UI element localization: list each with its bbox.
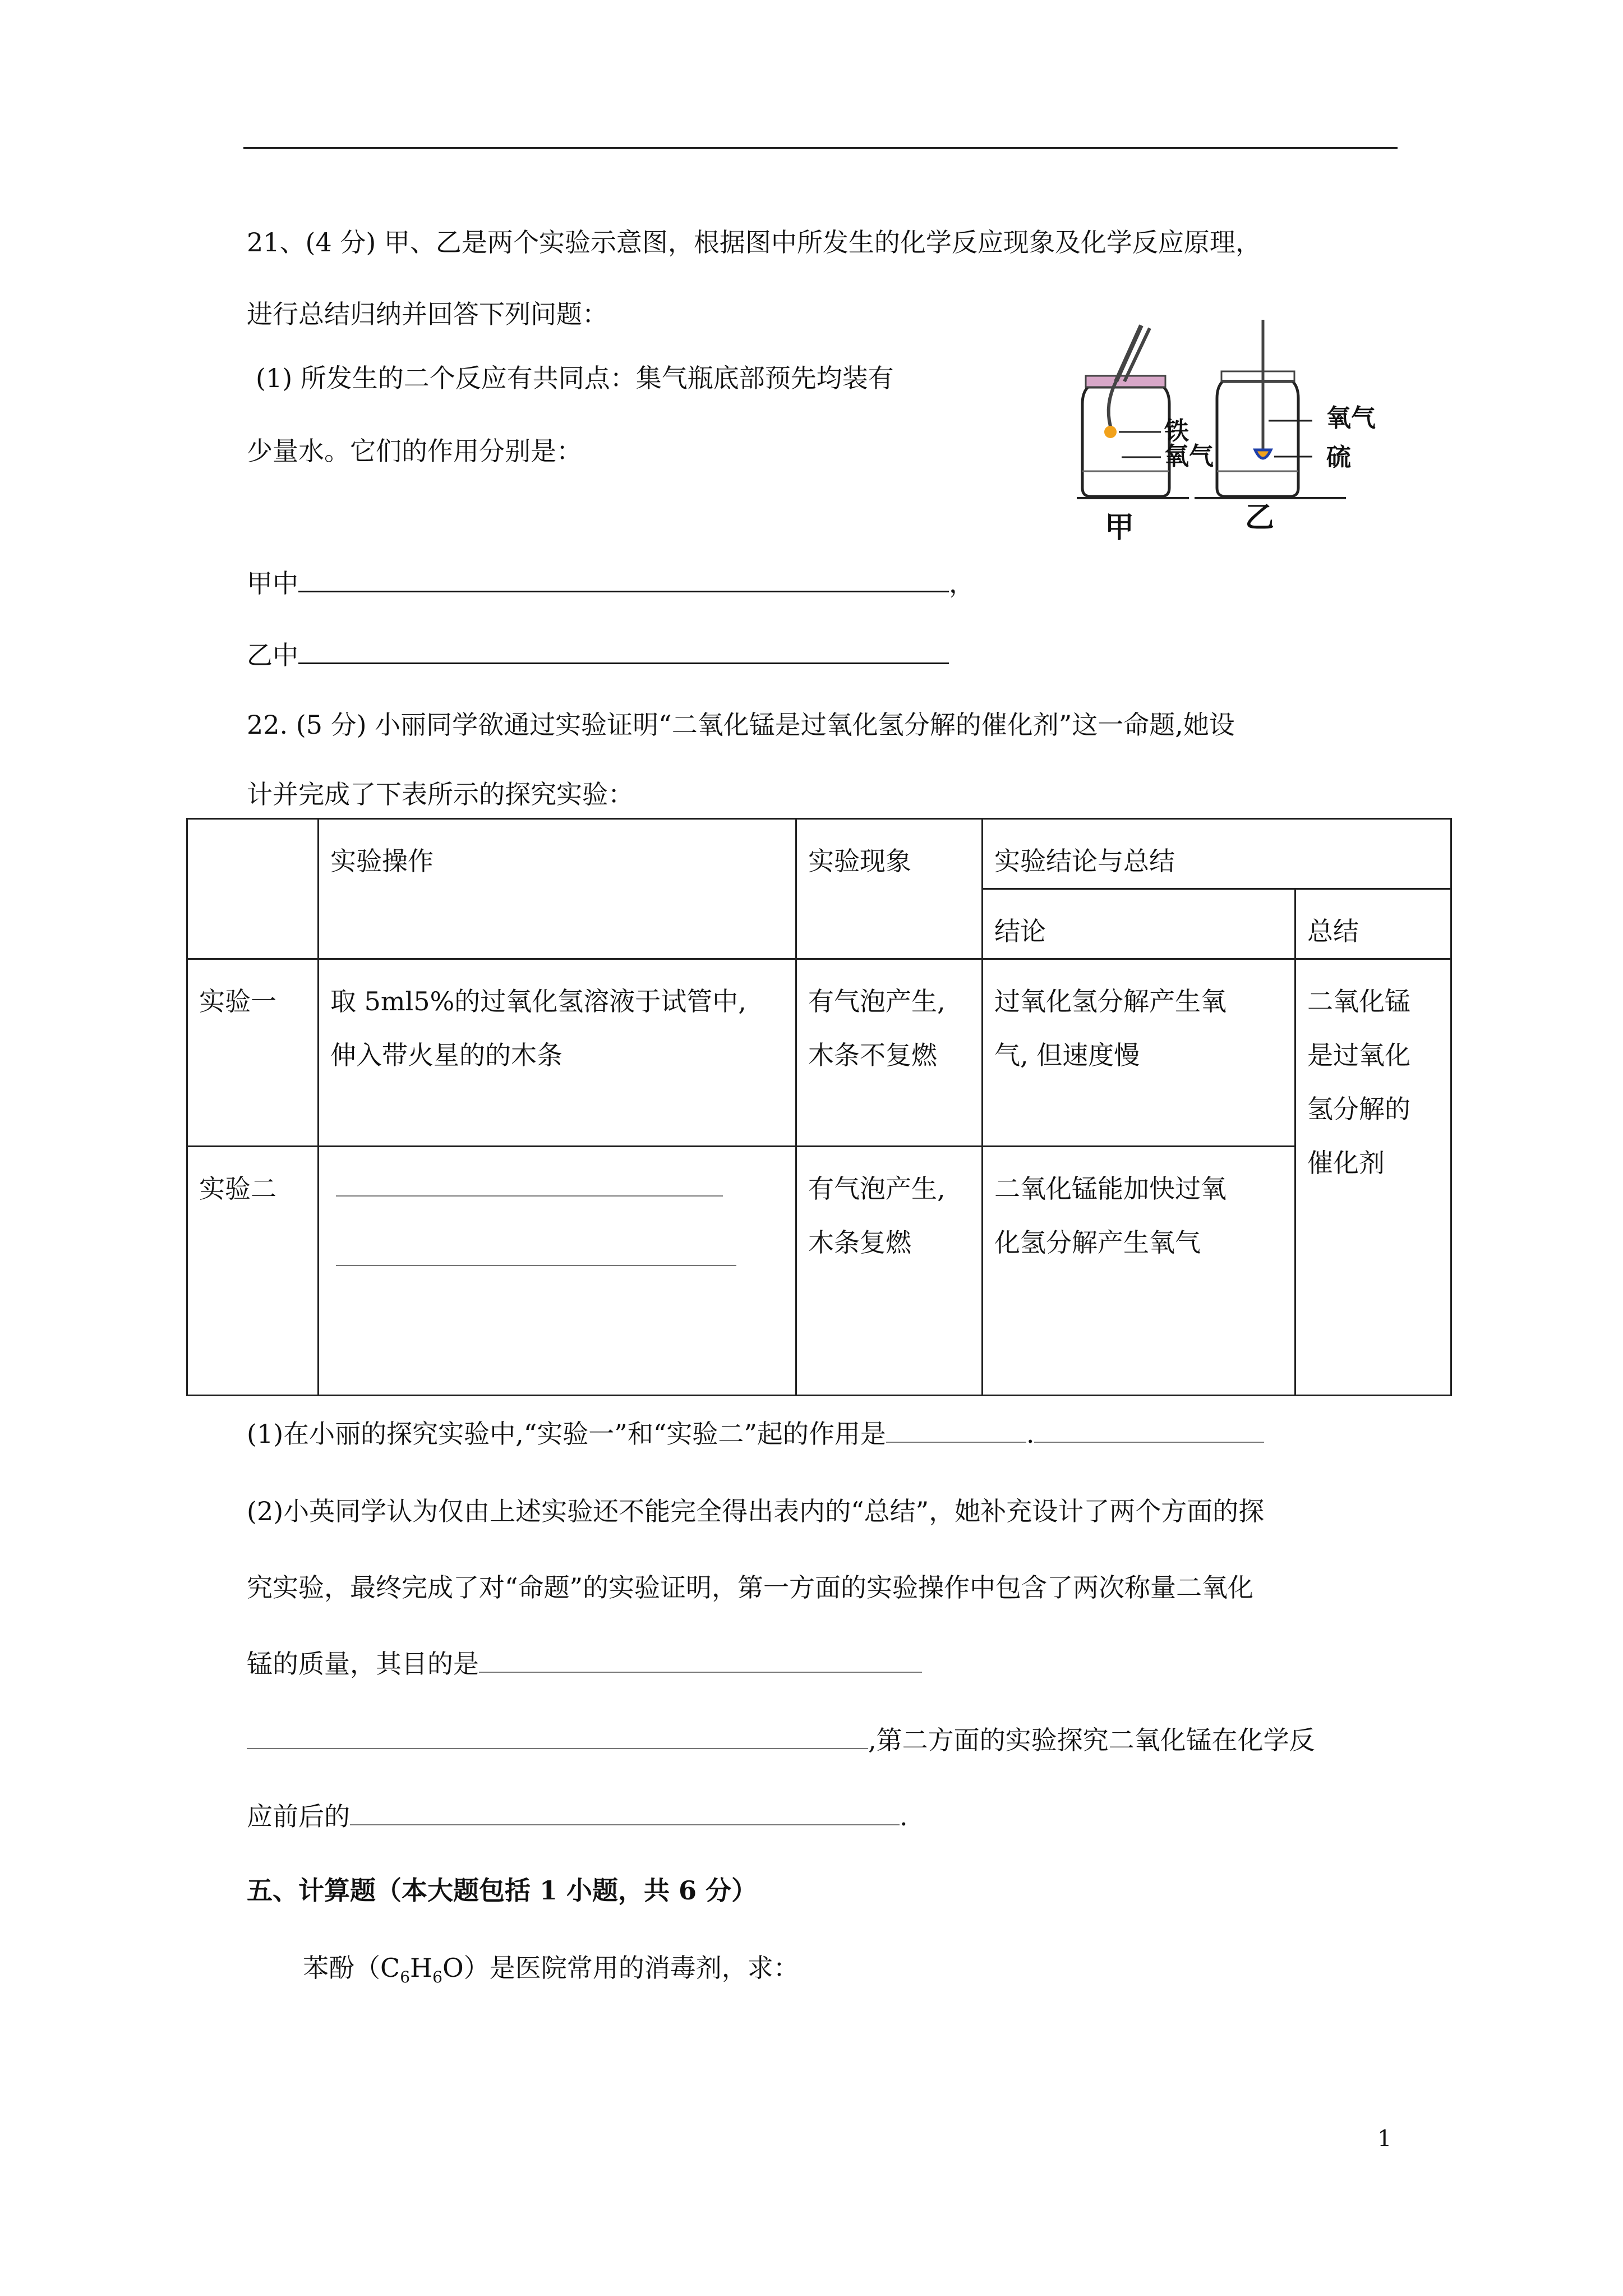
- cell-line: 催化剂: [1307, 1148, 1385, 1178]
- header-conclusion: 结论: [983, 889, 1295, 959]
- q22-sub2-line2: 究实验，最终完成了对“命题”的实验证明，第一方面的实验操作中包含了两次称量二氧化: [247, 1572, 1254, 1603]
- phenol-prefix: 苯酚（C: [303, 1953, 400, 1983]
- yi-label: 乙中: [247, 640, 298, 670]
- q22-line1: 22. (5 分) 小丽同学欲通过实验证明“二氧化锰是过氧化氢分解的催化剂”这一命题,她设: [247, 710, 1235, 740]
- row-phenomenon: [796, 959, 983, 1147]
- header-phenomenon: 实验现象: [796, 819, 983, 959]
- cell-line: 有气泡产生,: [808, 1174, 946, 1204]
- cell-line: 取 5ml5%的过氧化氢溶液于试管中,: [330, 986, 746, 1016]
- section5-text: [303, 1951, 799, 1994]
- q22-sub2-blank-c[interactable]: [350, 1802, 900, 1825]
- row-phenomenon: [796, 1147, 983, 1396]
- q22-sub2-line1: (2)小英同学认为仅由上述实验还不能完全得出表内的“总结”，她补充设计了两个方面的探: [247, 1496, 1265, 1526]
- phenol-suffix: O）是医院常用的消毒剂，求：: [442, 1953, 799, 1983]
- q22-sub2-line5-suffix: .: [900, 1801, 908, 1832]
- cell-line: 化氢分解产生氧气: [994, 1227, 1201, 1258]
- label-oxygen-left: 氧气: [1164, 442, 1214, 471]
- cell-line: 气, 但速度慢: [994, 1040, 1140, 1070]
- caption-yi: 乙: [1245, 501, 1275, 535]
- summary-cell: [1295, 959, 1451, 1396]
- q22-sub1-blank-a[interactable]: [886, 1419, 1026, 1443]
- caption-jia: 甲: [1105, 511, 1135, 544]
- q22-sub2-line3: [247, 1647, 922, 1681]
- yi-answer-blank[interactable]: [298, 640, 949, 664]
- jar-yi: [1217, 320, 1312, 496]
- q22-sub1-blank-b[interactable]: [1034, 1419, 1264, 1443]
- operation-blank-2-wrap: [330, 1216, 784, 1269]
- header-conclusion-summary: 实验结论与总结: [983, 819, 1451, 889]
- cell-line: 过氧化氢分解产生氧: [994, 986, 1227, 1016]
- label-oxygen-right: 氧气: [1326, 404, 1376, 432]
- jia-suffix: ，: [949, 568, 975, 599]
- q22-line2: 计并完成了下表所示的探究实验：: [247, 779, 634, 809]
- q21-jia-row: [247, 567, 975, 600]
- phenol-h: H: [410, 1953, 433, 1983]
- label-sulfur: 硫: [1326, 443, 1351, 472]
- phenol-sub2: 6: [432, 1968, 442, 1987]
- row-conclusion: [983, 1147, 1295, 1396]
- cell-line: 是过氧化: [1307, 1040, 1410, 1070]
- q22-sub2-line5-prefix: 应前后的: [247, 1801, 350, 1832]
- table-row: [187, 1147, 1451, 1396]
- q21-line3: (1) 所发生的二个反应有共同点：集气瓶底部预先均装有: [256, 363, 894, 393]
- q21-yi-row: [247, 638, 949, 672]
- q22-sub2-line4-text: ,第二方面的实验探究二氧化锰在化学反: [868, 1725, 1315, 1755]
- header-operation: 实验操作: [319, 819, 796, 959]
- q22-sub2-line5: [247, 1800, 908, 1833]
- jar-jia: [1082, 325, 1169, 496]
- experiment-table: [186, 818, 1452, 1396]
- corner-cell: [187, 819, 319, 959]
- jia-label: 甲中: [247, 568, 298, 599]
- section5-title: 五、计算题（本大题包括 1 小题，共 6 分）: [247, 1875, 758, 1906]
- operation-blank-1[interactable]: [336, 1173, 723, 1197]
- q22-sub2-blank-a[interactable]: [479, 1649, 922, 1673]
- cell-line: 木条不复燃: [808, 1040, 937, 1070]
- jia-answer-blank[interactable]: [298, 568, 949, 592]
- operation-blank-2[interactable]: [336, 1243, 736, 1266]
- cell-line: 二氧化锰: [1307, 986, 1410, 1016]
- q21-line2: 进行总结归纳并回答下列问题：: [247, 299, 608, 329]
- phenol-sub1: 6: [400, 1968, 411, 1987]
- q22-sub2-blank-b[interactable]: [247, 1726, 868, 1749]
- q21-line4: 少量水。它们的作用分别是：: [247, 436, 582, 466]
- q22-sub1: [247, 1417, 1264, 1451]
- row-operation: [319, 959, 796, 1147]
- q22-sub2-line3-text: 锰的质量，其目的是: [247, 1649, 479, 1679]
- row-name: 实验一: [187, 959, 319, 1147]
- row-conclusion: [983, 959, 1295, 1147]
- experiment-diagram: [1066, 320, 1413, 544]
- row-operation: [319, 1147, 796, 1396]
- q22-sub1-text: (1)在小丽的探究实验中,“实验一”和“实验二”起的作用是: [247, 1419, 886, 1449]
- operation-blank-1-wrap: [330, 1162, 784, 1216]
- cell-line: 二氧化锰能加快过氧: [994, 1174, 1227, 1204]
- table-row: [187, 959, 1451, 1147]
- cell-line: 氢分解的: [1307, 1094, 1410, 1124]
- header-summary: 总结: [1295, 889, 1451, 959]
- cell-line: 木条复燃: [808, 1227, 911, 1258]
- header-rule: [243, 147, 1398, 149]
- q22-sub1-dot: .: [1026, 1419, 1035, 1449]
- cell-line: 有气泡产生,: [808, 986, 946, 1016]
- page-number: 1: [1377, 2126, 1392, 2152]
- q22-sub2-line4: [247, 1723, 1315, 1757]
- cell-line: 伸入带火星的的木条: [330, 1040, 562, 1070]
- q21-line1: 21、(4 分) 甲、乙是两个实验示意图，根据图中所发生的化学反应现象及化学反应原理，: [247, 227, 1261, 257]
- row-name: 实验二: [187, 1147, 319, 1396]
- label-iron: 铁: [1164, 417, 1189, 445]
